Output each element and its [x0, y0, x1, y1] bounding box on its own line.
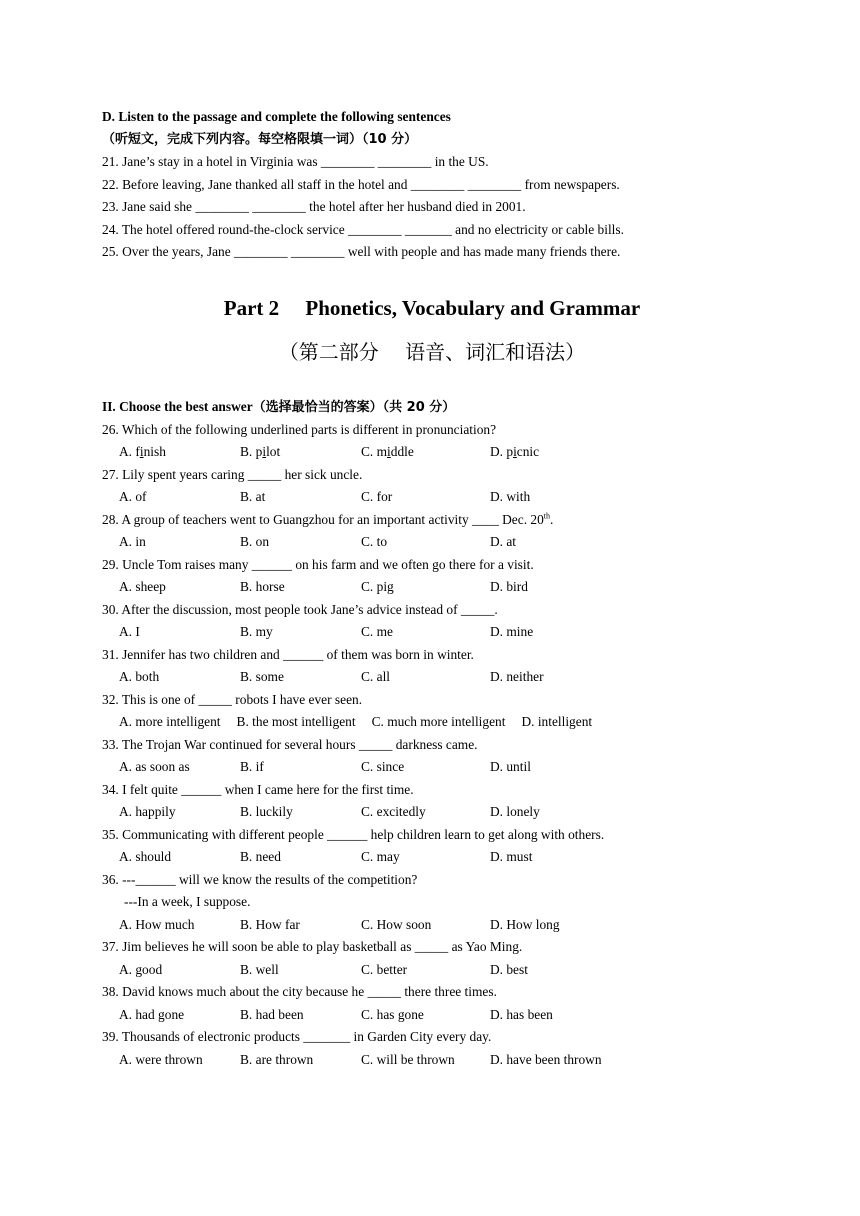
option-text: A. f — [119, 444, 140, 459]
option-d[interactable]: D. How long — [490, 916, 560, 932]
question-35-options — [102, 846, 762, 869]
option-d[interactable]: D. with — [490, 489, 531, 504]
option-d[interactable]: D. lonely — [490, 804, 540, 819]
question-33-options — [102, 756, 762, 779]
option-c[interactable]: C. better — [361, 961, 408, 977]
question-29-options — [102, 576, 762, 599]
question-32-options — [102, 711, 762, 734]
option-b[interactable]: B. horse — [240, 579, 285, 594]
option-b[interactable]: B. luckily — [240, 804, 293, 819]
option-d[interactable]: D. intelligent — [521, 714, 593, 729]
question-28-stem — [102, 509, 762, 532]
underlined-letter: i — [513, 444, 517, 459]
question-28-options — [102, 531, 762, 554]
question-37-options — [102, 959, 762, 982]
question-27-stem: 27. Lily spent years caring _____ her sick uncle. — [102, 466, 363, 482]
option-d[interactable]: D. best — [490, 961, 528, 977]
option-d[interactable]: D. have been thrown — [490, 1051, 602, 1067]
option-b[interactable]: B. How far — [240, 916, 300, 932]
option-a[interactable]: A. of — [119, 489, 147, 504]
option-c[interactable]: C. has gone — [361, 1006, 424, 1022]
option-d[interactable] — [490, 441, 611, 464]
section-ii-heading — [102, 396, 762, 419]
option-c[interactable]: C. much more intelligent — [371, 714, 506, 729]
question-37-stem: 37. Jim believes he will soon be able to play basketball as _____ as Yao Ming. — [102, 939, 523, 954]
question-23: 23. Jane said she ________ ________ the hotel after her husband died in 2001. — [102, 199, 526, 214]
option-c[interactable]: C. for — [361, 489, 393, 504]
ordinal-suffix: th — [543, 511, 551, 521]
option-b[interactable] — [240, 441, 361, 464]
option-text: C. m — [361, 444, 388, 459]
question-34-stem: 34. I felt quite ______ when I came here for the first time. — [102, 781, 414, 797]
option-d[interactable]: D. bird — [490, 579, 528, 594]
option-a[interactable]: A. were thrown — [119, 1051, 203, 1067]
option-text: B. p — [240, 444, 263, 459]
option-c[interactable]: C. may — [361, 849, 400, 864]
question-27-options — [102, 486, 762, 509]
stem-text: 28. A group of teachers went to Guangzhou for an important activity ____ Dec. 20 — [102, 511, 544, 527]
question-39-stem: 39. Thousands of electronic products _______ in Garden City every day. — [102, 1029, 492, 1044]
option-b[interactable]: B. the most intelligent — [236, 714, 356, 729]
question-26-stem: 26. Which of the following underlined parts is different in pronunciation? — [102, 421, 497, 437]
option-c[interactable]: C. excitedly — [361, 804, 426, 819]
option-d[interactable]: D. has been — [490, 1006, 553, 1022]
option-a[interactable]: A. as soon as — [119, 759, 190, 774]
question-36-stem: 36. ---______ will we know the results of the competition? — [102, 871, 418, 887]
option-a[interactable]: A. in — [119, 534, 146, 549]
option-c[interactable]: C. to — [361, 534, 388, 549]
option-b[interactable]: B. on — [240, 534, 270, 549]
option-text: nish — [143, 444, 166, 459]
section-d-heading-cn: （听短文，完成下列内容。每空格限填一词）（10 分） — [102, 132, 418, 147]
question-30-options — [102, 621, 762, 644]
option-c[interactable]: C. How soon — [361, 916, 432, 932]
part2-title: Part 2 Phonetics, Vocabulary and Grammar — [223, 295, 641, 320]
option-a[interactable]: A. How much — [119, 916, 195, 932]
option-b[interactable]: B. need — [240, 849, 281, 864]
question-32-stem: 32. This is one of _____ robots I have ever seen. — [102, 691, 363, 707]
option-text: lot — [266, 444, 281, 459]
option-d[interactable]: D. at — [490, 534, 517, 549]
option-c[interactable]: C. will be thrown — [361, 1051, 455, 1067]
question-29-stem: 29. Uncle Tom raises many ______ on his farm and we often go there for a visit. — [102, 556, 534, 572]
section-d-heading — [102, 106, 762, 151]
option-a[interactable]: A. sheep — [119, 579, 166, 594]
question-35-stem: 35. Communicating with different people ______ help children learn to get along with others. — [102, 826, 605, 842]
underlined-letter: i — [139, 444, 144, 459]
option-a[interactable]: A. good — [119, 961, 163, 977]
option-b[interactable]: B. well — [240, 961, 279, 977]
question-21: 21. Jane’s stay in a hotel in Virginia was ________ ________ in the US. — [102, 154, 489, 169]
section-ii-heading-en: II. Choose the best answer — [102, 398, 253, 414]
question-38-stem: 38. David knows much about the city because he _____ there three times. — [102, 984, 497, 999]
question-22: 22. Before leaving, Jane thanked all staff in the hotel and ________ ________ from newspapers. — [102, 176, 620, 192]
question-26-options — [102, 441, 762, 464]
question-36-options — [102, 914, 762, 937]
underlined-letter: i — [387, 444, 391, 459]
option-b[interactable]: B. my — [240, 624, 273, 639]
option-d[interactable]: D. mine — [490, 624, 534, 639]
question-31-options — [102, 666, 762, 689]
underlined-letter: i — [262, 444, 267, 459]
question-34-options — [102, 801, 762, 824]
option-b[interactable]: B. are thrown — [240, 1051, 314, 1067]
option-b[interactable]: B. at — [240, 489, 266, 504]
option-c[interactable]: C. pig — [361, 579, 394, 594]
question-24: 24. The hotel offered round-the-clock service ________ _______ and no electricity or cable bills. — [102, 221, 624, 237]
question-36-reply: ---In a week, I suppose. — [124, 894, 251, 909]
option-text: cnic — [516, 444, 540, 459]
section-ii-heading-cn: （选择最恰当的答案）（共 20 分） — [252, 399, 456, 415]
question-38-options — [102, 1004, 762, 1027]
option-b[interactable]: B. had been — [240, 1006, 304, 1022]
question-30-stem: 30. After the discussion, most people took Jane’s advice instead of _____. — [102, 601, 498, 617]
option-d[interactable]: D. until — [490, 759, 531, 774]
option-text: D. p — [490, 444, 514, 459]
option-c[interactable]: C. all — [361, 669, 391, 684]
option-d[interactable]: D. neither — [490, 669, 544, 684]
option-text: ddle — [390, 444, 414, 459]
option-c[interactable]: C. since — [361, 759, 405, 774]
option-a[interactable]: A. should — [119, 849, 172, 864]
option-a[interactable]: A. both — [119, 669, 160, 684]
question-31-stem: 31. Jennifer has two children and ______ of them was born in winter. — [102, 646, 474, 662]
option-b[interactable]: B. some — [240, 669, 284, 684]
stem-text: . — [550, 511, 554, 527]
option-b[interactable]: B. if — [240, 759, 264, 774]
section-d-heading-en: D. Listen to the passage and complete the following sentences — [102, 109, 451, 124]
question-25: 25. Over the years, Jane ________ ________ well with people and has made many friends there. — [102, 244, 621, 259]
option-c[interactable] — [361, 441, 490, 464]
exam-page — [102, 106, 762, 1071]
question-39-options — [102, 1049, 762, 1072]
option-a[interactable]: A. I — [119, 624, 140, 639]
option-c[interactable]: C. me — [361, 624, 393, 639]
question-33-stem: 33. The Trojan War continued for several hours _____ darkness came. — [102, 736, 478, 752]
option-d[interactable]: D. must — [490, 849, 533, 864]
option-a[interactable]: A. more intelligent — [119, 714, 221, 729]
option-a[interactable]: A. had gone — [119, 1006, 185, 1022]
option-a[interactable]: A. happily — [119, 804, 176, 819]
option-a[interactable] — [119, 441, 240, 464]
part2-subtitle: （第二部分 语音、词汇和语法） — [278, 339, 586, 364]
